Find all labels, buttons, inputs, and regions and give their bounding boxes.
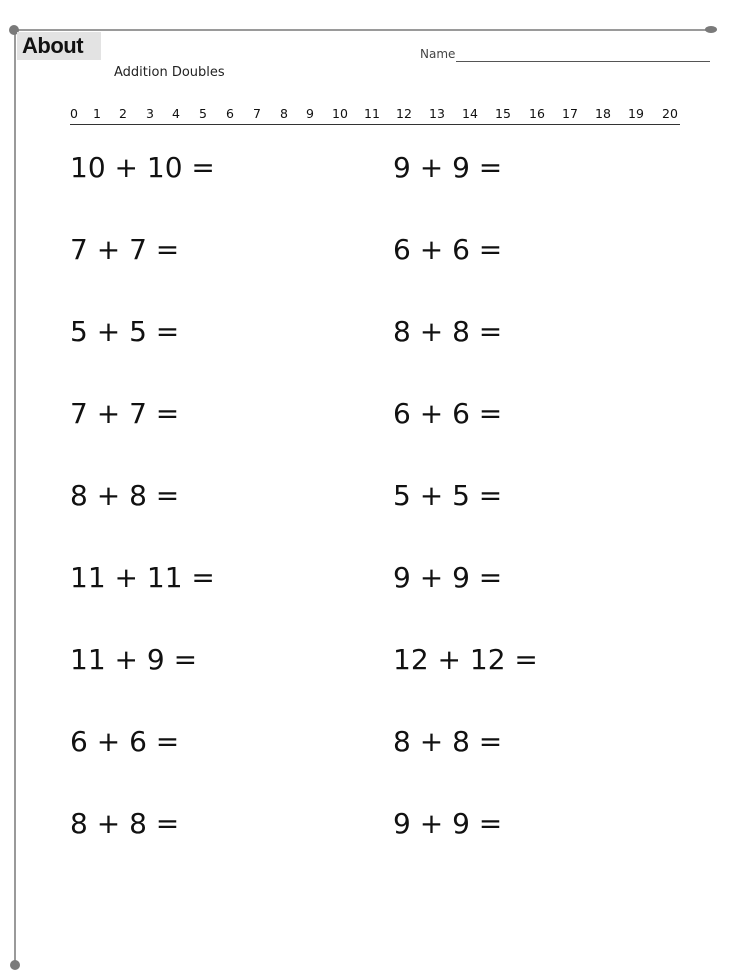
frame-top-line <box>14 29 710 31</box>
problem-left-8: 6 + 6 = <box>70 725 180 758</box>
frame-left-line <box>14 29 16 965</box>
number-line-tick: 15 <box>495 106 511 121</box>
number-line-tick: 7 <box>253 106 261 121</box>
problem-left-6: 11 + 11 = <box>70 561 215 594</box>
worksheet-title: Addition Doubles <box>114 65 225 80</box>
name-field-line <box>456 61 710 62</box>
problem-left-7: 11 + 9 = <box>70 643 198 676</box>
problem-left-3: 5 + 5 = <box>70 315 180 348</box>
number-line-tick: 6 <box>226 106 234 121</box>
number-line-tick: 13 <box>429 106 445 121</box>
problem-right-9: 9 + 9 = <box>393 807 503 840</box>
problem-right-6: 9 + 9 = <box>393 561 503 594</box>
number-line-tick: 10 <box>332 106 348 121</box>
logo-text: About <box>22 33 84 58</box>
frame-end-knob <box>10 960 20 970</box>
number-line-tick: 5 <box>199 106 207 121</box>
number-line-tick: 11 <box>364 106 380 121</box>
problem-left-9: 8 + 8 = <box>70 807 180 840</box>
number-line-tick: 2 <box>119 106 127 121</box>
number-line-tick: 14 <box>462 106 478 121</box>
problem-right-8: 8 + 8 = <box>393 725 503 758</box>
number-line-tick: 1 <box>93 106 101 121</box>
problem-right-7: 12 + 12 = <box>393 643 538 676</box>
problem-left-1: 10 + 10 = <box>70 151 215 184</box>
about-logo <box>17 32 101 60</box>
number-line-tick: 0 <box>70 106 78 121</box>
problem-right-5: 5 + 5 = <box>393 479 503 512</box>
number-line-tick: 18 <box>595 106 611 121</box>
problem-left-5: 8 + 8 = <box>70 479 180 512</box>
number-line-tick: 19 <box>628 106 644 121</box>
problem-left-2: 7 + 7 = <box>70 233 180 266</box>
number-line-tick: 8 <box>280 106 288 121</box>
number-line-tick: 12 <box>396 106 412 121</box>
number-line-tick: 4 <box>172 106 180 121</box>
number-line-tick: 17 <box>562 106 578 121</box>
problem-right-4: 6 + 6 = <box>393 397 503 430</box>
number-line-tick: 16 <box>529 106 545 121</box>
number-line-tick: 3 <box>146 106 154 121</box>
problem-right-3: 8 + 8 = <box>393 315 503 348</box>
number-line-tick: 20 <box>662 106 678 121</box>
frame-end-knob <box>705 26 717 33</box>
problem-left-4: 7 + 7 = <box>70 397 180 430</box>
problem-right-1: 9 + 9 = <box>393 151 503 184</box>
number-line <box>70 106 680 125</box>
problem-right-2: 6 + 6 = <box>393 233 503 266</box>
name-label: Name <box>420 47 456 61</box>
number-line-tick: 9 <box>306 106 314 121</box>
